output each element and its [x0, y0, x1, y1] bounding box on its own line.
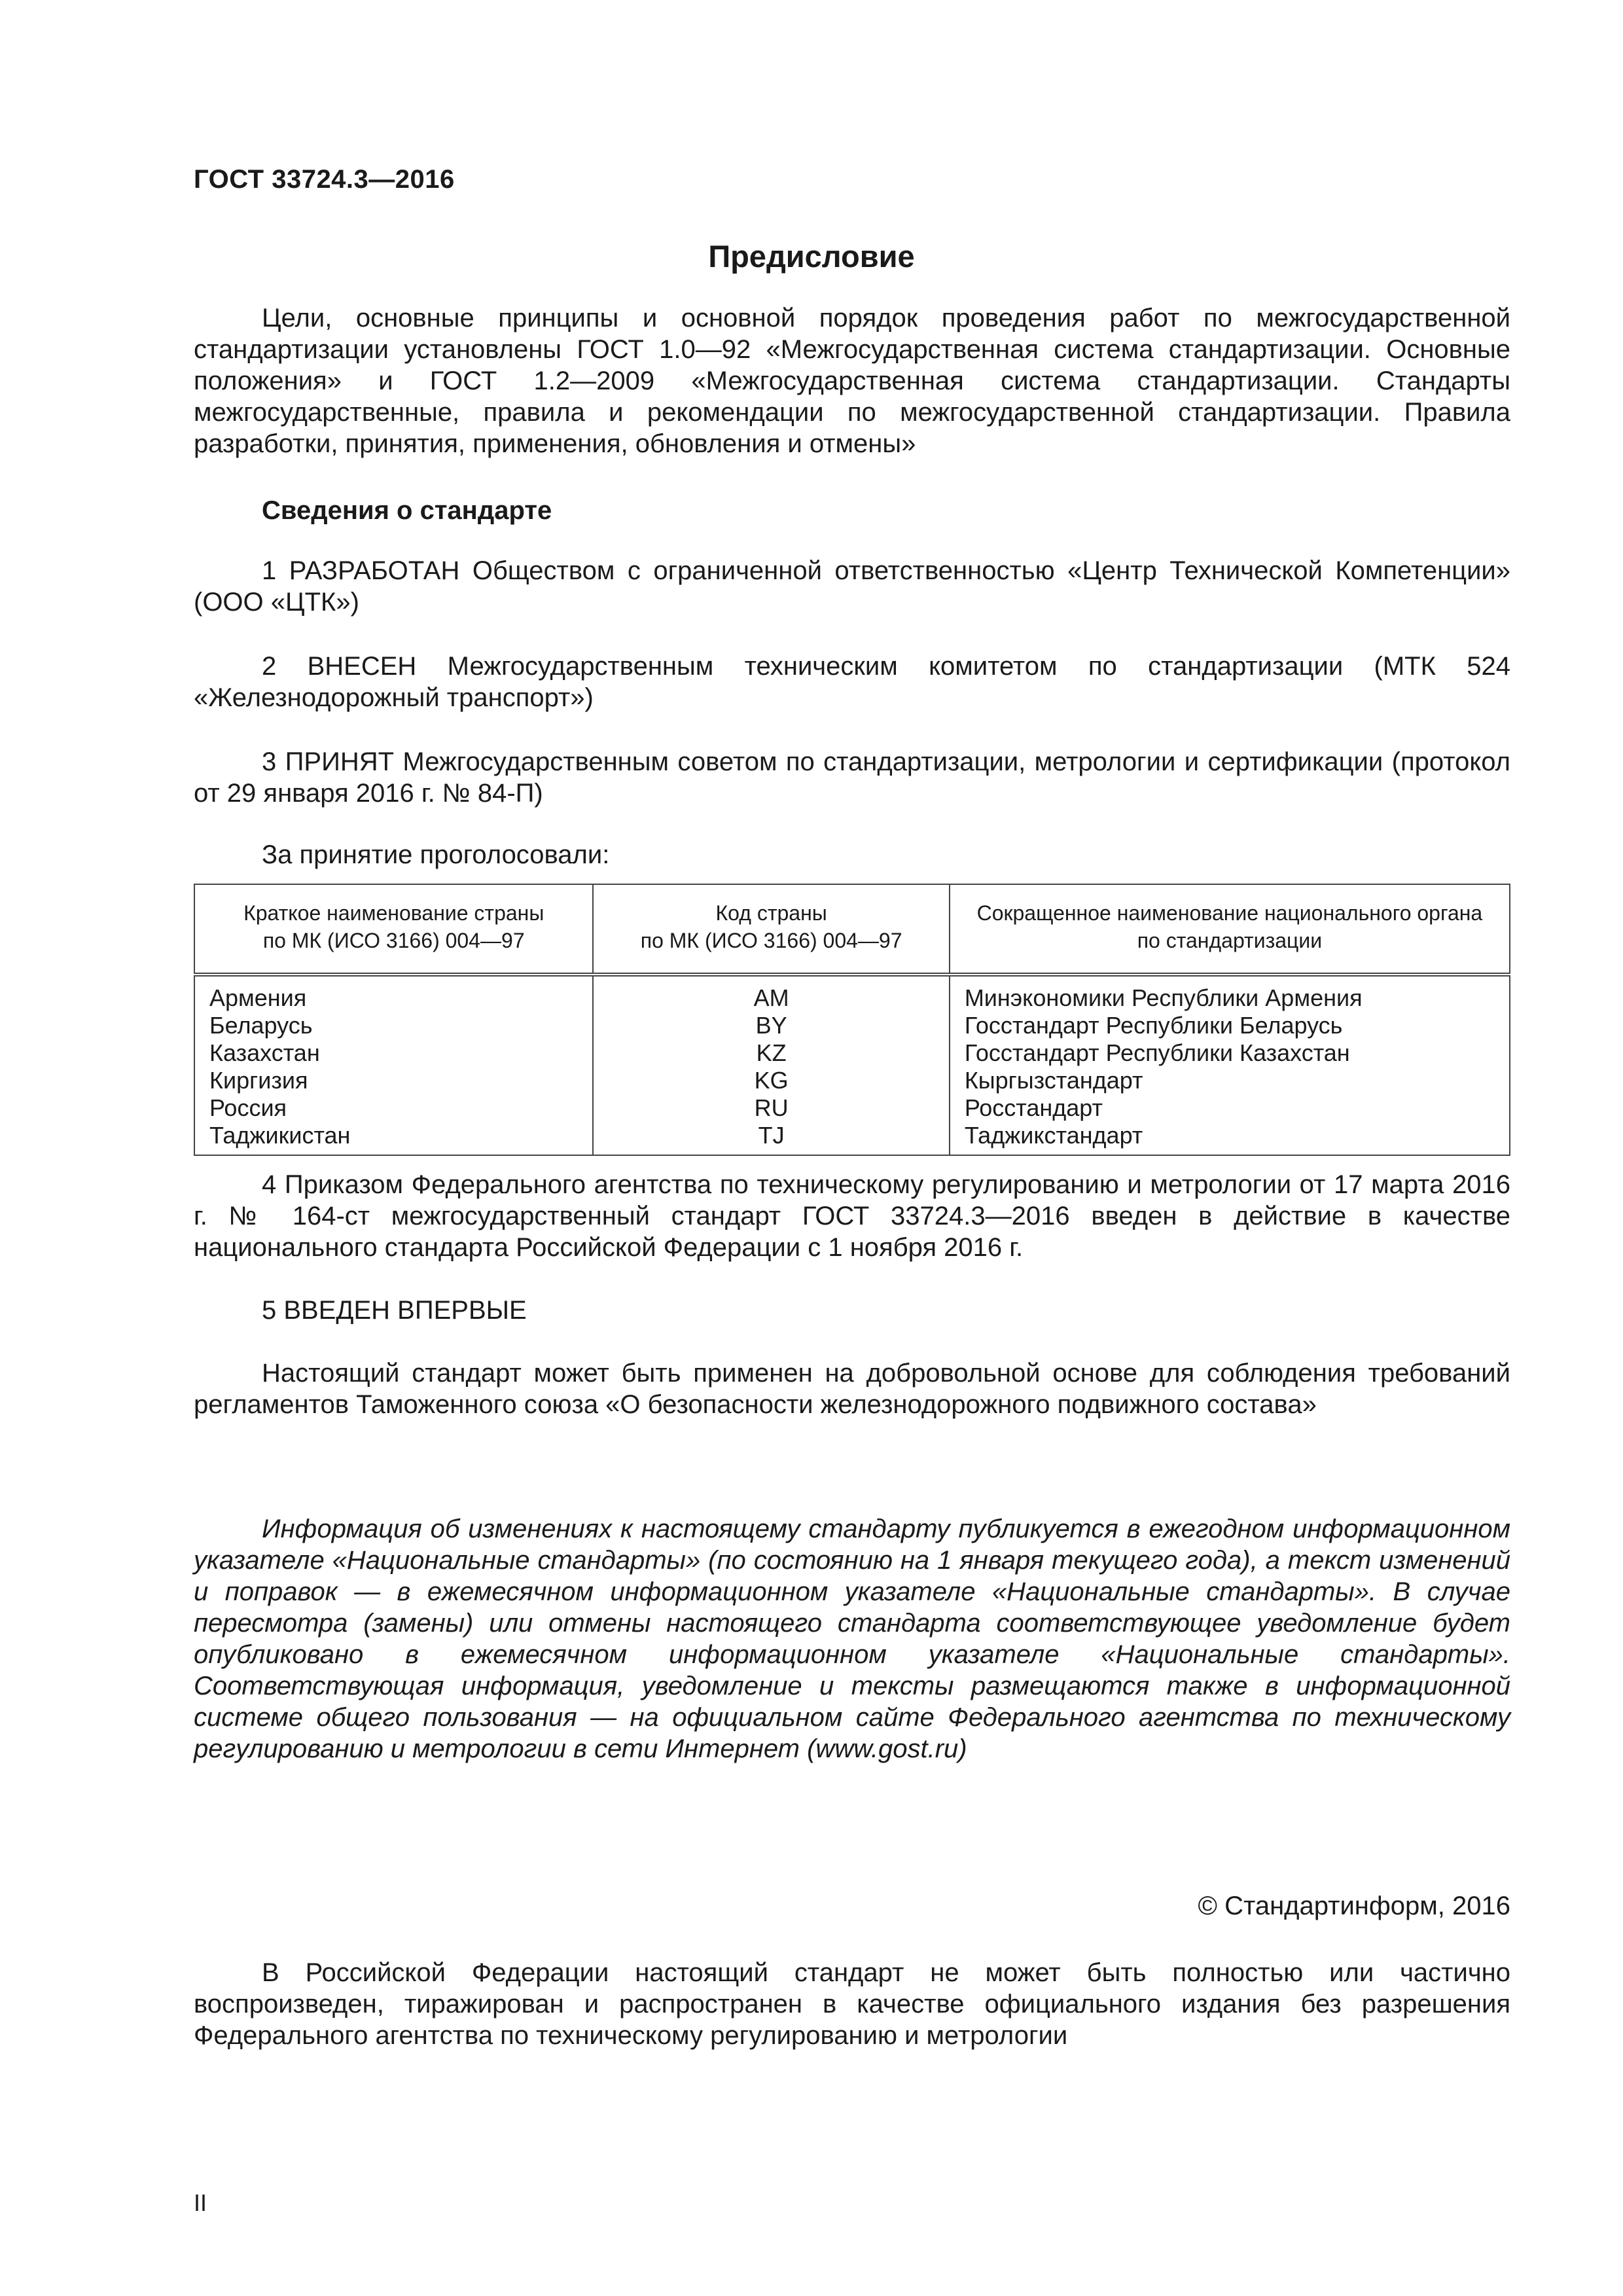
- document-code: ГОСТ 33724.3—2016: [194, 165, 455, 194]
- copyright-text: © Стандартинформ, 2016: [1198, 1892, 1510, 1920]
- item-lead: 1 РАЗРАБОТАН: [262, 556, 460, 585]
- standards-body: Минэкономики Республики Армения: [964, 984, 1363, 1011]
- country-code: KG: [754, 1067, 789, 1094]
- country-code: KZ: [756, 1039, 787, 1066]
- info-heading-block: [194, 495, 1510, 526]
- item-first-introduced: [194, 1295, 1510, 1326]
- column-header-country: Краткое наименование страны по МК (ИСО 3166) 004—97: [194, 884, 593, 975]
- item-text: Межгосударственным техническим комитетом по стандартизации (МТК 524 «Железнодорожный транспорт»): [194, 652, 1510, 712]
- applicability-text: Настоящий стандарт может быть применен на добровольной основе для соблюдения требований регламентов Таможенного союза «О безопасности железнодорожного подвижного состава»: [194, 1359, 1510, 1419]
- table-row: [194, 975, 1510, 1155]
- copyright-line: [194, 1890, 1510, 1922]
- country-code: TJ: [758, 1122, 785, 1149]
- country-name: Россия: [209, 1094, 287, 1121]
- intro-paragraph: [194, 302, 1510, 459]
- item-enacted-text: 4 Приказом Федерального агентства по техническому регулированию и метрологии от 17 марта 2016 г. № 164-ст межгосударственный стандарт ГОСТ 33724.3—2016 введен в действие в качестве национального стандарта Российской Федерации с 1 ноября 2016 г.: [194, 1170, 1510, 1262]
- country-code: BY: [755, 1012, 787, 1039]
- standards-body: Таджикстандарт: [964, 1122, 1143, 1149]
- body-column: [950, 975, 1510, 1155]
- standards-body: Росстандарт: [964, 1094, 1103, 1121]
- changes-notice-text: Информация об изменениях к настоящему стандарту публикуется в ежегодном информационном указателе «Национальные стандарты» (по состоянию на 1 января текущего года), а текст изменений и поправок — в ежемесячном информационном указателе «Национальные стандарты». В случае пересмотра (замены) или отмены настоящего стандарта соответствующее уведомление будет опубликовано в ежемесячном информационном указателе «Национальные стандарты». Соответствующая информация, уведомление и тексты размещаются также в информационной системе общего пользования — на официальном сайте Федерального агентства по техническому регулированию и метрологии в сети Интернет (www.gost.ru): [194, 1515, 1510, 1763]
- country-name: Таджикистан: [209, 1122, 351, 1149]
- item-lead: 2 ВНЕСЕН: [262, 652, 417, 681]
- item-adopted: [194, 746, 1510, 809]
- table-header-row: [194, 884, 1510, 975]
- section-title: Предисловие: [708, 239, 915, 274]
- item-text: Обществом с ограниченной ответственностью «Центр Технической Компетенции» (ООО «ЦТК»): [194, 556, 1511, 617]
- column-header-body: Сокращенное наименование национального органа по стандартизации: [950, 884, 1510, 975]
- applicability-paragraph: [194, 1357, 1510, 1420]
- info-heading: Сведения о стандарте: [262, 496, 552, 525]
- code-column: [593, 975, 949, 1155]
- voted-label: За принятие проголосовали:: [262, 840, 610, 869]
- standards-body: Госстандарт Республики Беларусь: [964, 1012, 1343, 1039]
- member-states-table: [194, 884, 1510, 1156]
- column-header-code: Код страны по МК (ИСО 3166) 004—97: [593, 884, 949, 975]
- country-name: Армения: [209, 984, 307, 1011]
- standards-body: Госстандарт Республики Казахстан: [964, 1039, 1350, 1066]
- item-submitted: [194, 651, 1510, 713]
- reproduction-notice: [194, 1957, 1510, 2051]
- country-name: Казахстан: [209, 1039, 320, 1066]
- country-column: [194, 975, 593, 1155]
- intro-text: Цели, основные принципы и основной порядок проведения работ по межгосударственной стандартизации установлены ГОСТ 1.0—92 «Межгосударственная система стандартизации. Основные положения» и ГОСТ 1.2—2009 «Межгосударственная система стандартизации. Стандарты межгосударственные, правила и рекомендации по межгосударственной стандартизации. Правила разработки, принятия, применения, обновления и отмены»: [194, 304, 1510, 458]
- page-number: II: [194, 2189, 207, 2216]
- item-first-introduced-text: 5 ВВЕДЕН ВПЕРВЫЕ: [262, 1296, 527, 1325]
- item-developed: [194, 555, 1510, 618]
- reproduction-text: В Российской Федерации настоящий стандарт не может быть полностью или частично воспроизведен, тиражирован и распространен в качестве официального издания без разрешения Федерального агентства по техническому регулированию и метрологии: [194, 1958, 1510, 2050]
- country-name: Киргизия: [209, 1067, 308, 1094]
- item-enacted: [194, 1169, 1510, 1263]
- country-code: RU: [754, 1094, 789, 1121]
- country-code: AM: [753, 984, 789, 1011]
- changes-notice: [194, 1513, 1510, 1765]
- standards-body: Кыргызстандарт: [964, 1067, 1143, 1094]
- voted-label-block: [194, 839, 1510, 870]
- country-name: Беларусь: [209, 1012, 313, 1039]
- item-text: Межгосударственным советом по стандартизации, метрологии и сертификации (протокол от 29 января 2016 г. № 84-П): [194, 747, 1510, 808]
- item-lead: 3 ПРИНЯТ: [262, 747, 395, 776]
